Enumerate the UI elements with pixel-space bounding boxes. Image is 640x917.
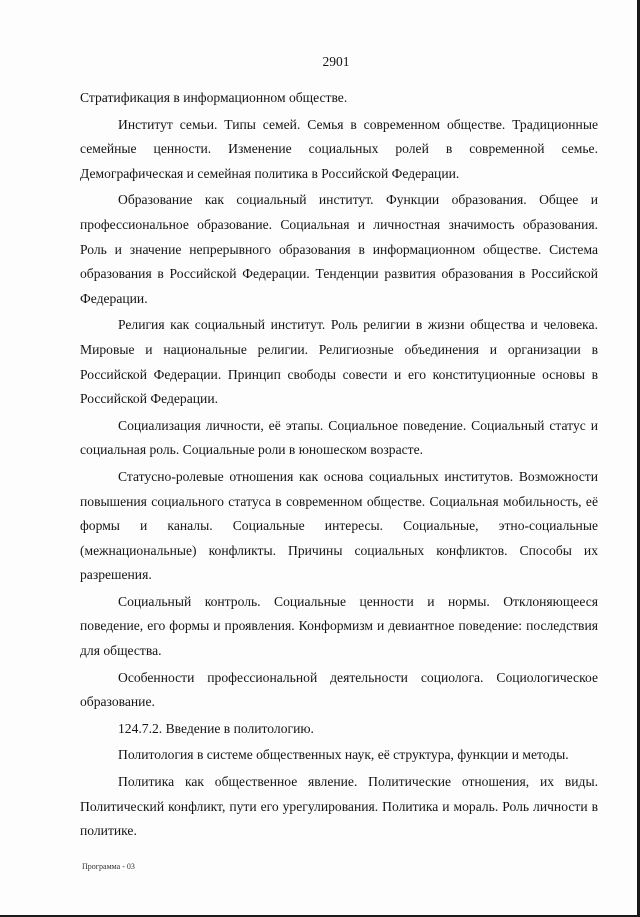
paragraph: Статусно-ролевые отношения как основа социальных институтов. Возможности повышения социального статуса в современном обществе. Социальная мобильность, её формы и каналы. Социальные интересы. Социальные, этно-социальные (межнациональные) конфликты. Причины социальных конфликтов. Способы их разрешения. [80, 468, 598, 583]
paragraph: Политология в системе общественных наук, её структура, функции и методы. [118, 747, 569, 763]
footer-label: Программа - 03 [82, 862, 135, 871]
paragraph: Социальный контроль. Социальные ценности и нормы. Отклоняющееся поведение, его формы и проявления. Конформизм и девиантное поведение: последствия для общества. [80, 593, 598, 659]
section-heading: 124.7.2. Введение в политологию. [118, 720, 314, 736]
paragraph: Стратификация в информационном обществе. [80, 90, 348, 105]
body-text [80, 86, 598, 846]
paragraph: Религия как социальный институт. Роль религии в жизни общества и человека. Мировые и национальные религии. Религиозные объединения и организации в Российской Федерации. Принцип свободы совести и его конституционные основы в Российской Федерации. [80, 317, 598, 407]
paragraph: Особенности профессиональной деятельности социолога. Социологическое образование. [80, 669, 598, 710]
paragraph: Образование как социальный институт. Функции образования. Общее и профессиональное образование. Социальная и личностная значимость образования. Роль и значение непрерывного образования в информационном обществе. Система образования в Российской Федерации. Тенденции развития образования в Российской Федерации. [80, 192, 598, 306]
paragraph: Политика как общественное явление. Политические отношения, их виды. Политический конфликт, пути его урегулирования. Политика и мораль. Роль личности в политике. [80, 774, 598, 839]
paragraph: Социализация личности, её этапы. Социальное поведение. Социальный статус и социальная роль. Социальные роли в юношеском возрасте. [80, 417, 598, 458]
paragraph: Институт семьи. Типы семей. Семья в современном обществе. Традиционные семейные ценности. Изменение социальных ролей в современной семье. Демографическая и семейная политика в Российской Федерации. [80, 116, 598, 181]
page-number: 2901 [322, 54, 350, 69]
